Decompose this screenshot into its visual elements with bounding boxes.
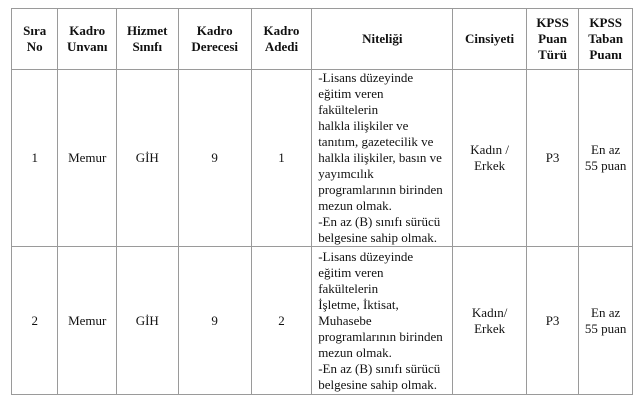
header-kpss-taban-puani: KPSS Taban Puanı (579, 9, 633, 70)
cell-sira-no: 1 (12, 70, 58, 247)
cell-kpss-taban-puani: En az 55 puan (579, 70, 633, 247)
cell-hizmet-sinifi: GİH (117, 70, 179, 247)
cell-niteligi: -Lisans düzeyinde eğitim veren fakültelerin halkla ilişkiler ve tanıtım, gazetecilik ve halkla ilişkiler, basın ve yayımcılık programlarının birinden mezun olmak. -En az (B) sınıfı sürücü belgesine sahip olmak. (312, 70, 453, 247)
cell-kadro-adedi: 1 (251, 70, 311, 247)
cell-kadro-derecesi: 9 (178, 247, 251, 395)
table-header-row (12, 9, 633, 70)
cell-cinsiyeti: Kadın / Erkek (453, 70, 526, 247)
cell-kpss-puan-turu: P3 (526, 247, 579, 395)
cell-kpss-taban-puani: En az 55 puan (579, 247, 633, 395)
table-row (12, 247, 633, 395)
header-kadro-unvani: Kadro Unvanı (58, 9, 117, 70)
header-cinsiyeti: Cinsiyeti (453, 9, 526, 70)
header-sira-no: Sıra No (12, 9, 58, 70)
cell-hizmet-sinifi: GİH (117, 247, 179, 395)
cell-cinsiyeti: Kadın/ Erkek (453, 247, 526, 395)
header-kadro-adedi: Kadro Adedi (251, 9, 311, 70)
cell-kadro-unvani: Memur (58, 247, 117, 395)
cell-niteligi: -Lisans düzeyinde eğitim veren fakültelerin İşletme, İktisat, Muhasebe programlarının birinden mezun olmak. -En az (B) sınıfı sürücü belgesine sahip olmak. (312, 247, 453, 395)
cell-kadro-derecesi: 9 (178, 70, 251, 247)
cell-kpss-puan-turu: P3 (526, 70, 579, 247)
job-table-container (11, 8, 633, 395)
cell-kadro-adedi: 2 (251, 247, 311, 395)
header-niteligi: Niteliği (312, 9, 453, 70)
header-hizmet-sinifi: Hizmet Sınıfı (117, 9, 179, 70)
job-positions-table (11, 8, 633, 395)
table-row (12, 70, 633, 247)
cell-sira-no: 2 (12, 247, 58, 395)
header-kpss-puan-turu: KPSS Puan Türü (526, 9, 579, 70)
header-kadro-derecesi: Kadro Derecesi (178, 9, 251, 70)
cell-kadro-unvani: Memur (58, 70, 117, 247)
